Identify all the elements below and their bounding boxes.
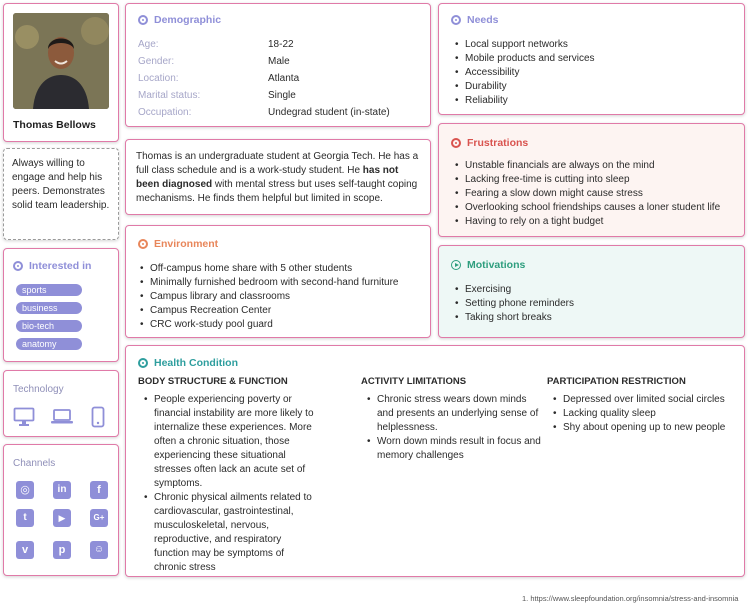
persona-name: Thomas Bellows <box>13 119 96 131</box>
channels-card <box>3 444 119 576</box>
frustrations-title: Frustrations <box>451 137 528 149</box>
list-item: • Local support networks <box>453 38 738 52</box>
interest-tags <box>16 284 82 356</box>
needs-card <box>438 3 745 115</box>
health-body-column <box>138 376 318 575</box>
list-item: • Campus Recreation Center <box>138 304 426 318</box>
quote-text: Always willing to engage and help his peers. Demonstrates solid team leadership. <box>12 158 110 211</box>
quote-card <box>3 148 119 240</box>
desktop-icon <box>13 407 35 427</box>
list-item: • Having to rely on a tight budget <box>453 215 741 229</box>
google-plus-icon[interactable]: G+ <box>90 509 108 527</box>
demo-row-age: Age: 18-22 <box>138 39 294 50</box>
play-icon <box>451 260 461 270</box>
health-title: Health Condition <box>138 357 238 369</box>
target-icon <box>451 138 461 148</box>
list-item: • Shy about opening up to new people <box>551 421 737 435</box>
participation-list <box>547 393 737 435</box>
frustrations-card <box>438 123 745 237</box>
pinterest-icon[interactable]: p <box>53 541 71 559</box>
health-participation-column <box>547 376 737 435</box>
list-item: • Taking short breaks <box>453 311 738 325</box>
frustrations-list <box>453 159 741 229</box>
demo-row-marital: Marital status: Single <box>138 90 296 101</box>
channels-title: Channels <box>13 458 56 469</box>
target-icon <box>13 261 23 271</box>
list-item: • People experiencing poverty or financial instability are more likely to internalize these experiences. More often a chronic situation, those experiencing these situational stresses often lack an acute set of symptoms. <box>142 393 318 491</box>
needs-list <box>453 38 738 108</box>
youtube-icon[interactable]: ▶ <box>53 509 71 527</box>
facebook-icon[interactable]: f <box>90 481 108 499</box>
list-item: • Accessibility <box>453 66 738 80</box>
list-item: • Depressed over limited social circles <box>551 393 737 407</box>
column-heading: PARTICIPATION RESTRICTION <box>547 376 686 387</box>
instagram-icon[interactable]: ◎ <box>16 481 34 499</box>
technology-title: Technology <box>13 384 64 395</box>
list-item: • Chronic stress wears down minds and presents an underlying sense of helplessness. <box>365 393 541 435</box>
list-item: • Lacking quality sleep <box>551 407 737 421</box>
health-activity-column <box>361 376 541 463</box>
column-heading: BODY STRUCTURE & FUNCTION <box>138 376 288 387</box>
target-icon <box>138 239 148 249</box>
phone-icon <box>91 406 105 428</box>
linkedin-icon[interactable]: in <box>53 481 71 499</box>
environment-list <box>138 262 426 332</box>
interests-card <box>3 248 119 362</box>
twitter-icon[interactable]: t <box>16 509 34 527</box>
environment-card <box>125 225 431 338</box>
demo-row-occupation: Occupation: Undegrad student (in-state) <box>138 107 390 118</box>
demo-row-gender: Gender: Male <box>138 56 290 67</box>
list-item: • Worn down minds result in focus and memory challenges <box>365 435 541 463</box>
list-item: • Mobile products and services <box>453 52 738 66</box>
environment-title: Environment <box>138 238 218 250</box>
demographic-title: Demographic <box>138 14 221 26</box>
tag-business[interactable]: business <box>16 302 82 314</box>
tag-bio-tech[interactable]: bio-tech <box>16 320 82 332</box>
body-list <box>138 393 318 575</box>
list-item: • Off-campus home share with 5 other students <box>138 262 426 276</box>
list-item: • Chronic physical ailments related to cardiovascular, gastrointestinal, musculoskeletal, nervous, reproductive, and respiratory function may be symptoms of chronic stress <box>142 491 318 575</box>
needs-title: Needs <box>451 14 499 26</box>
list-item: • Lacking free-time is cutting into sleep <box>453 173 741 187</box>
list-item: • Setting phone reminders <box>453 297 738 311</box>
bio-text: Thomas is an undergraduate student at Georgia Tech. He has a full class schedule and is a work-study student. He has not been diagnosed with mental stress but uses self-taught coping mechanisms. He finds them helpful but limited in scope. <box>136 151 419 204</box>
snapchat-icon[interactable]: ☺ <box>90 541 108 559</box>
target-icon <box>138 15 148 25</box>
list-item: • Minimally furnished bedroom with second-hand furniture <box>138 276 426 290</box>
tag-anatomy[interactable]: anatomy <box>16 338 82 350</box>
avatar <box>13 13 109 109</box>
target-icon <box>138 358 148 368</box>
list-item: • Overlooking school friendships causes a loner student life <box>453 201 741 215</box>
vimeo-icon[interactable]: v <box>16 541 34 559</box>
list-item: • Fearing a slow down might cause stress <box>453 187 741 201</box>
list-item: • Durability <box>453 80 738 94</box>
list-item: • CRC work-study pool guard <box>138 318 426 332</box>
health-card <box>125 345 745 577</box>
list-item: • Exercising <box>453 283 738 297</box>
target-icon <box>451 15 461 25</box>
motivations-title: Motivations <box>451 259 525 271</box>
list-item: • Campus library and classrooms <box>138 290 426 304</box>
column-heading: ACTIVITY LIMITATIONS <box>361 376 467 387</box>
motivations-list <box>453 283 738 325</box>
technology-card <box>3 370 119 437</box>
footnote: 1. https://www.sleepfoundation.org/insomnia/stress-and-insomnia <box>522 594 739 603</box>
profile-card <box>3 3 119 142</box>
demographic-rows <box>138 36 390 121</box>
tag-sports[interactable]: sports <box>16 284 82 296</box>
activity-list <box>361 393 541 463</box>
list-item: • Unstable financials are always on the mind <box>453 159 741 173</box>
laptop-icon <box>50 408 74 426</box>
interests-title: Interested in <box>13 260 91 272</box>
demographic-card <box>125 3 431 127</box>
demo-row-location: Location: Atlanta <box>138 73 300 84</box>
bio-card <box>125 139 431 215</box>
list-item: • Reliability <box>453 94 738 108</box>
person-photo <box>13 13 109 109</box>
motivations-card <box>438 245 745 338</box>
